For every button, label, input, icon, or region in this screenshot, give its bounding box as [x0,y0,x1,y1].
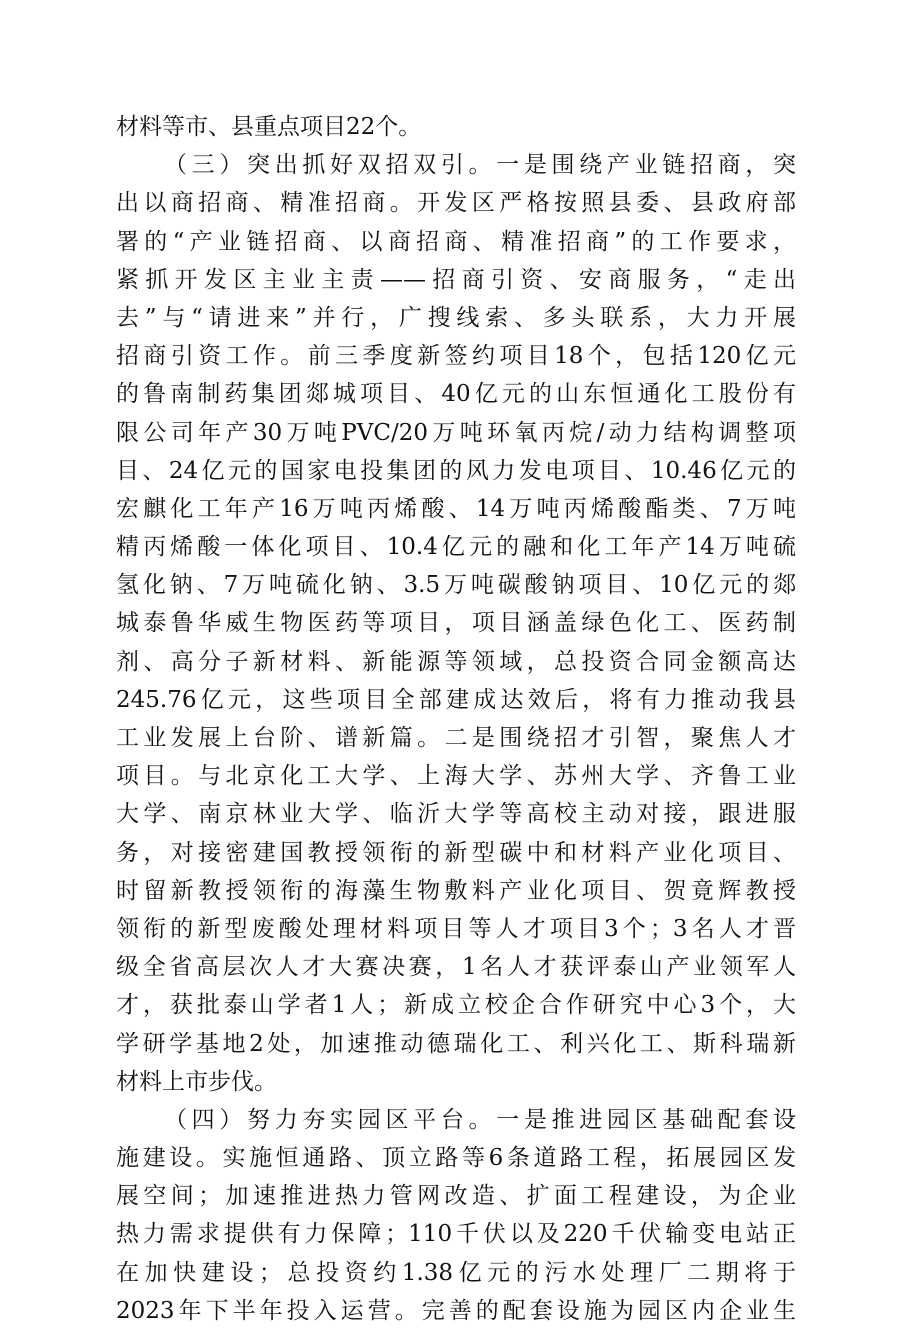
text-line: 限公司年产30万吨PVC/20万吨环氧丙烷/动力结构调整项 [116,419,796,446]
text-line: 出以商招商、精准招商。开发区严格按照县委、县政府部 [116,190,796,217]
text-line: 署的“产业链招商、以商招商、精准招商”的工作要求， [116,228,796,255]
text-line: 工业发展上台阶、谱新篇。二是围绕招才引智，聚焦人才 [116,725,796,751]
text-line: 学研学基地2处，加速推动德瑞化工、利兴化工、斯科瑞新 [116,1030,796,1057]
text-line: 材料上市步伐。 [116,1068,277,1095]
text-line: 级全省高层次人才大赛决赛，1名人才获评泰山产业领军人 [116,954,796,981]
text-line: 剂、高分子新材料、新能源等领域，总投资合同金额高达 [116,648,796,675]
text-line: 245.76亿元，这些项目全部建成达效后，将有力推动我县 [116,686,796,713]
section-heading-line: （三）突出抓好双招双引。一是围绕产业链招商，突 [164,152,796,179]
text-line: 精丙烯酸一体化项目、10.4亿元的融和化工年产14万吨硫 [116,534,796,561]
text-line: 材料等市、县重点项目22个。 [116,114,422,140]
text-line: 大学、南京林业大学、临沂大学等高校主动对接，跟进服 [116,801,796,828]
text-line: 务，对接密建国教授领衔的新型碳中和材料产业化项目、 [116,839,796,866]
text-line: 项目。与北京化工大学、上海大学、苏州大学、齐鲁工业 [116,763,796,790]
text-line: 热力需求提供有力保障；110千伏以及220千伏输变电站正 [116,1221,796,1248]
text-line: 城泰鲁华威生物医药等项目，项目涵盖绿色化工、医药制 [116,610,796,637]
text-line: 的鲁南制药集团郯城项目、40亿元的山东恒通化工股份有 [116,381,796,408]
text-line: 展空间；加速推进热力管网改造、扩面工程建设，为企业 [116,1183,796,1210]
text-line: 宏麒化工年产16万吨丙烯酸、14万吨丙烯酸酯类、7万吨 [116,495,796,522]
text-line: 领衔的新型废酸处理材料项目等人才项目3个；3名人才晋 [116,915,796,942]
text-line: 紧抓开发区主业主责——招商引资、安商服务，“走出 [116,266,796,293]
text-line: 施建设。实施恒通路、顶立路等6条道路工程，拓展园区发 [116,1145,796,1172]
section-heading-line: （四）努力夯实园区平台。一是推进园区基础配套设 [164,1106,796,1133]
text-line: 去”与“请进来”并行，广搜线索、多头联系，大力开展 [116,304,796,331]
body-text [116,108,796,1330]
text-line: 目、24亿元的国家电投集团的风力发电项目、10.46亿元的 [116,457,796,484]
text-line: 招商引资工作。前三季度新签约项目18个，包括120亿元 [116,343,796,370]
text-line: 氢化钠、7万吨硫化钠、3.5万吨碳酸钠项目、10亿元的郯 [116,572,796,599]
text-line: 在加快建设；总投资约1.38亿元的污水处理厂二期将于 [116,1259,796,1286]
text-line: 时留新教授领衔的海藻生物敷料产业化项目、贺竟辉教授 [116,877,796,904]
text-line: 才，获批泰山学者1人；新成立校企合作研究中心3个，大 [116,992,796,1019]
text-line: 2023年下半年投入运营。完善的配套设施为园区内企业生 [116,1297,796,1324]
